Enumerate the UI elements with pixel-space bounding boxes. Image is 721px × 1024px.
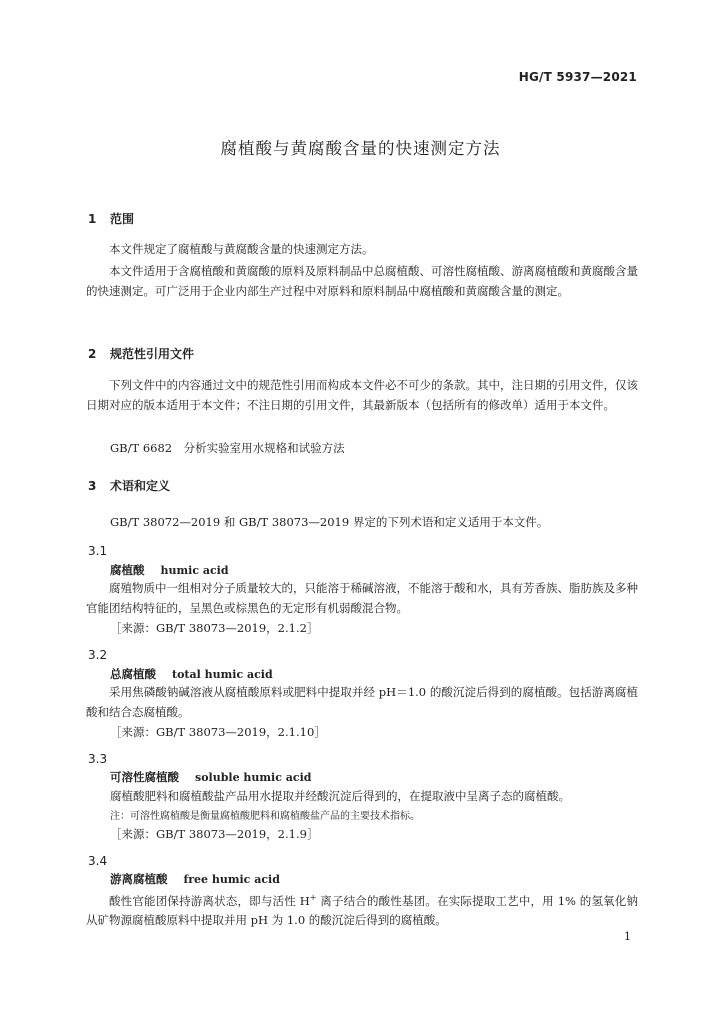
term-en: humic acid — [160, 564, 229, 577]
term-heading — [110, 562, 229, 578]
term-source: ［来源：GB/T 38073—2019，2.1.2］ — [110, 621, 319, 635]
section-1-heading — [88, 210, 134, 227]
section-3-heading — [88, 477, 170, 494]
term-en: soluble humic acid — [195, 771, 312, 784]
section-title: 术语和定义 — [110, 479, 171, 493]
standard-code: HG/T 5937—2021 — [518, 70, 637, 84]
section-number: 1 — [88, 212, 97, 226]
term-zh: 总腐植酸 — [110, 667, 156, 681]
normative-paragraph: 下列文件中的内容通过文中的规范性引用而构成本文件必不可少的条款。其中，注日期的引用文件，仅该日期对应的版本适用于本文件；不注日期的引用文件，其最新版本（包括所有的修改单）适用于本文件。 — [86, 378, 638, 412]
term-source: ［来源：GB/T 38073—2019，2.1.10］ — [110, 725, 326, 739]
definition-part-b: 离子结合的酸性基团。在实际提取工艺中，用 1% 的氢氧化钠从矿物源腐植酸原料中提取并用 pH 为 1.0 的酸沉淀后得到的腐植酸。 — [86, 893, 638, 928]
section-2-heading — [88, 345, 194, 362]
section-title: 范围 — [110, 212, 135, 226]
document-title: 腐植酸与黄腐酸含量的快速测定方法 — [220, 139, 501, 158]
section-number: 2 — [88, 347, 97, 361]
normative-reference: GB/T 6682 分析实验室用水规格和试验方法 — [110, 441, 345, 455]
term-number: 3.1 — [88, 544, 108, 558]
page-number: 1 — [624, 930, 631, 943]
scope-paragraph-1: 本文件规定了腐植酸与黄腐酸含量的快速测定方法。 — [109, 242, 374, 256]
term-zh: 游离腐植酸 — [110, 872, 168, 886]
superscript-plus: + — [309, 893, 317, 902]
definition-part-a: 酸性官能团保持游离状态，即与活性 H — [109, 893, 310, 908]
term-number: 3.3 — [88, 752, 108, 766]
scope-paragraph-2: 本文件适用于含腐植酸和黄腐酸的原料及原料制品中总腐植酸、可溶性腐植酸、游离腐植酸和黄腐酸含量的快速测定。可广泛用于企业内部生产过程中对原料和原料制品中腐植酸和黄腐酸含量的测定。 — [86, 264, 638, 298]
term-heading — [110, 666, 273, 682]
term-number: 3.4 — [88, 854, 108, 868]
term-definition: 采用焦磷酸钠碱溶液从腐植酸原料或肥料中提取并经 pH＝1.0 的酸沉淀后得到的腐植酸。包括游离腐植酸和结合态腐植酸。 — [86, 685, 638, 719]
section-number: 3 — [88, 479, 97, 493]
term-heading — [110, 769, 311, 785]
term-definition: 腐殖物质中一组相对分子质量较大的，只能溶于稀碱溶液，不能溶于酸和水，具有芳香族、脂肪族及多种官能团结构特征的，呈黑色或棕黑色的无定形有机弱酸混合物。 — [86, 581, 638, 615]
term-note: 注：可溶性腐植酸是衡量腐植酸肥料和腐植酸盐产品的主要技术指标。 — [110, 811, 420, 822]
term-zh: 可溶性腐植酸 — [110, 770, 179, 784]
term-heading — [110, 871, 280, 887]
section-title: 规范性引用文件 — [110, 347, 195, 361]
term-number: 3.2 — [88, 648, 108, 662]
term-en: free humic acid — [183, 873, 280, 886]
term-source: ［来源：GB/T 38073—2019，2.1.9］ — [110, 827, 319, 841]
terms-intro: GB/T 38072—2019 和 GB/T 38073—2019 界定的下列术语和定义适用于本文件。 — [110, 515, 549, 529]
term-en: total humic acid — [172, 668, 273, 681]
term-definition — [86, 888, 638, 931]
term-zh: 腐植酸 — [110, 563, 145, 577]
term-definition: 腐植酸肥料和腐植酸盐产品用水提取并经酸沉淀后得到的，在提取液中呈离子态的腐植酸。 — [110, 789, 570, 803]
